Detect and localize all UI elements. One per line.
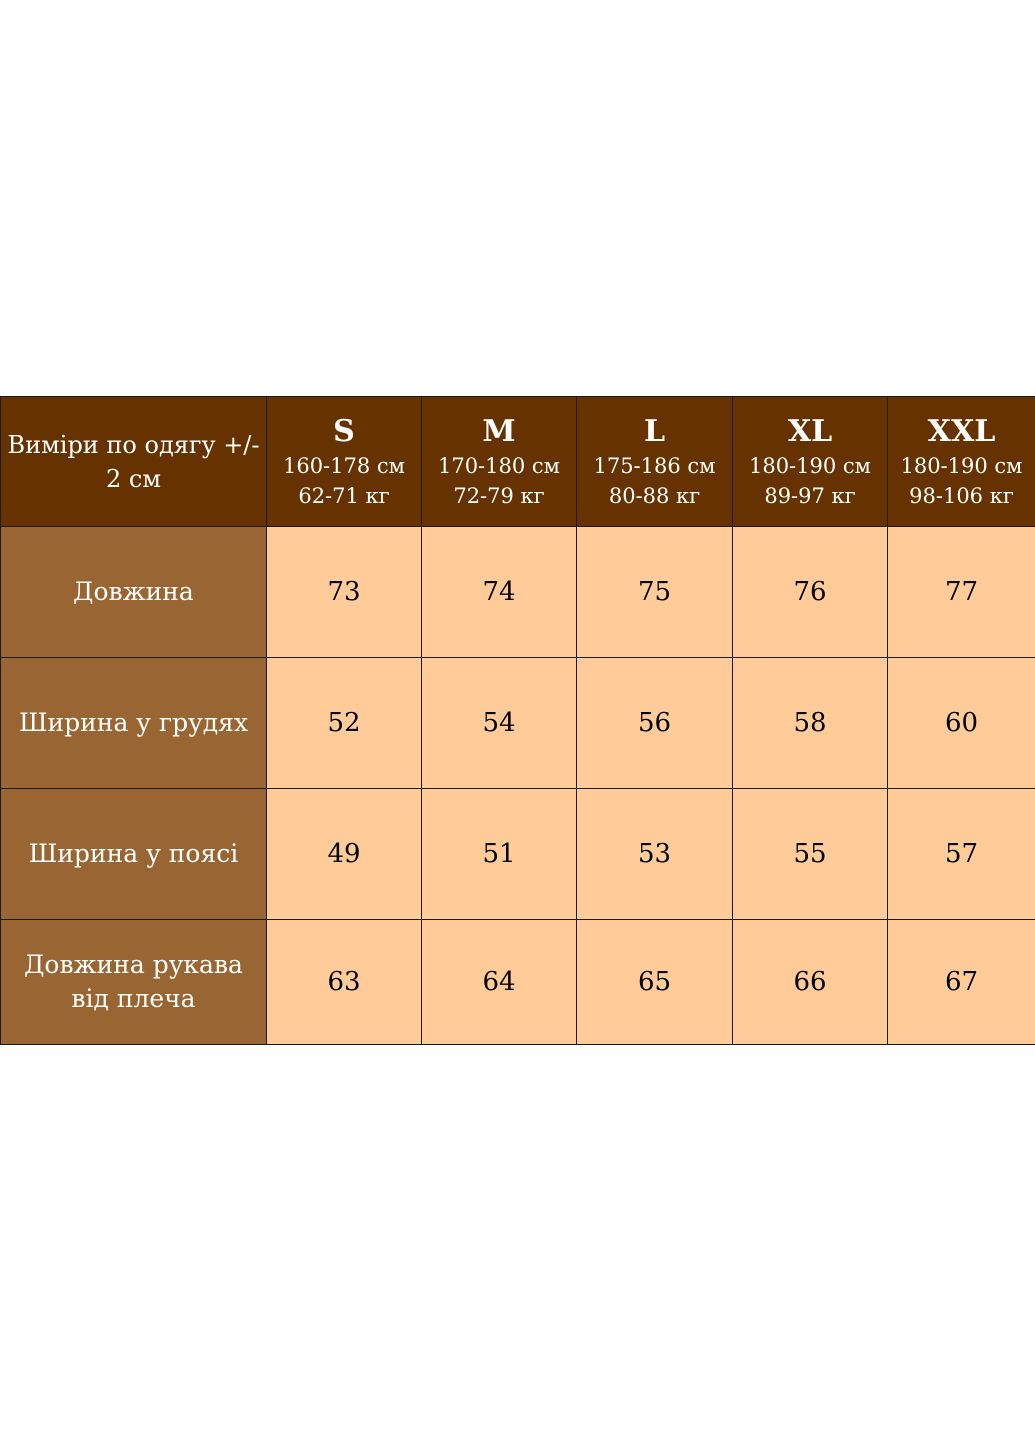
table-row-length [1,527,1035,658]
table-cell: 74 [422,527,577,658]
size-name: XL [787,413,833,449]
table-cell: 49 [267,789,422,920]
table-cell: 53 [577,789,733,920]
table-cell: 64 [422,920,577,1045]
size-weight-range: 80-88 кг [608,483,701,508]
size-height-range: 160-178 см [282,453,406,478]
table-header-row [1,397,1035,527]
table-row-chest-width [1,658,1035,789]
size-height-range: 180-190 см [900,453,1023,478]
size-name: M [482,413,516,449]
table-cell: 54 [422,658,577,789]
table-cell: 67 [888,920,1035,1045]
table-cell: 77 [888,527,1035,658]
table-cell: 63 [267,920,422,1045]
table-cell: 73 [267,527,422,658]
size-header-s [267,397,422,527]
row-label: Ширина у поясі [1,789,267,920]
table-cell: 55 [733,789,888,920]
table-cell: 58 [733,658,888,789]
table-cell: 52 [267,658,422,789]
size-weight-range: 89-97 кг [764,483,856,508]
row-label: Ширина у грудях [1,658,267,789]
table-cell: 75 [577,527,733,658]
size-height-range: 170-180 см [437,453,561,478]
table-row-waist-width [1,789,1035,920]
size-weight-range: 62-71 кг [298,483,390,508]
size-weight-range: 98-106 кг [909,483,1014,508]
size-height-range: 175-186 см [593,453,716,478]
size-name: S [333,413,355,449]
size-header-l [577,397,733,527]
table-cell: 51 [422,789,577,920]
size-weight-range: 72-79 кг [453,483,545,508]
table-cell: 56 [577,658,733,789]
table-row-sleeve-length [1,920,1035,1045]
table-cell: 66 [733,920,888,1045]
table-cell: 76 [733,527,888,658]
size-header-xl [733,397,888,527]
row-label: Довжина рукава від плеча [1,920,267,1045]
size-height-range: 180-190 см [748,453,872,478]
table-cell: 60 [888,658,1035,789]
table-cell: 65 [577,920,733,1045]
size-name: L [643,413,666,449]
row-label: Довжина [1,527,267,658]
size-chart-table [0,396,1035,1045]
size-header-xxl [888,397,1035,527]
table-cell: 57 [888,789,1035,920]
size-name: XXL [927,413,996,449]
size-header-m [422,397,577,527]
measurements-header: Виміри по одягу +/- 2 см [1,397,267,527]
